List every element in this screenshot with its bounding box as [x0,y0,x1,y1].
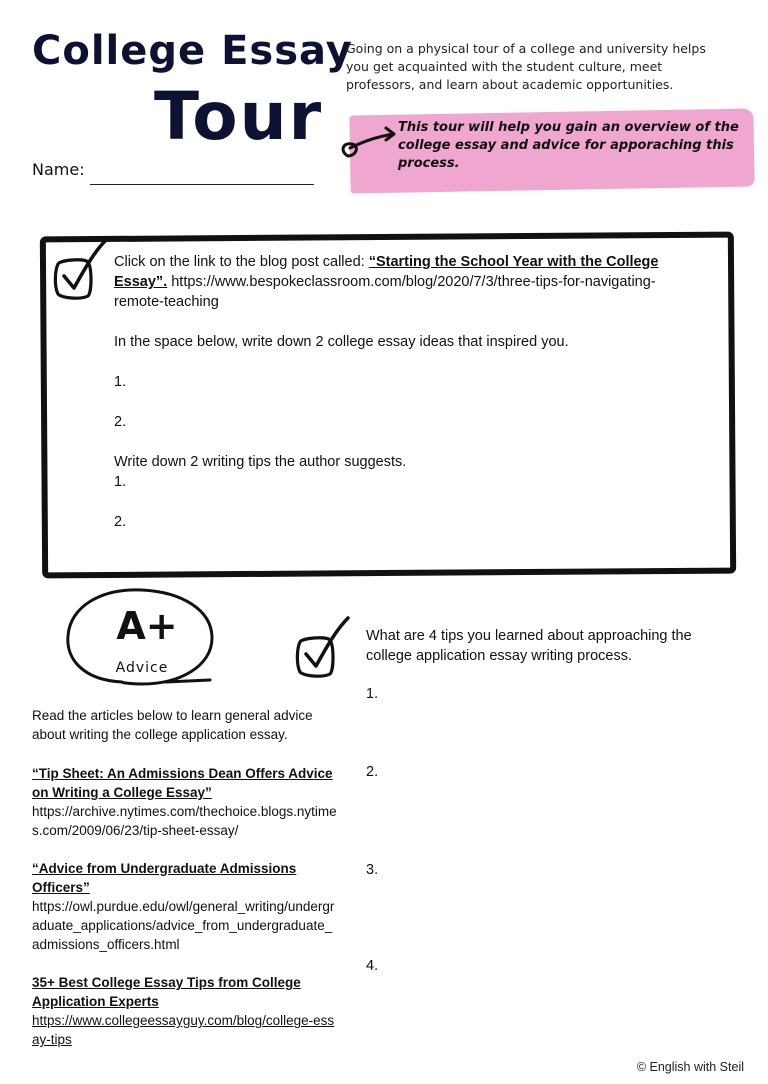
blog-instruction [114,252,694,312]
prompt-ideas: In the space below, write down 2 college essay ideas that inspired you. [114,334,569,350]
answer-item-3: 3. [366,862,379,878]
badge-label: Advice [115,660,169,676]
ideas-item-2: 2. [114,414,127,430]
tips-question: What are 4 tips you learned about approaching the college application essay writing process. [366,628,692,664]
ideas-item-1: 1. [114,374,127,390]
badge-grade: A+ [116,604,178,648]
callout-text: This tour will help you gain an overview of the college essay and advice for apporaching this process. [398,120,739,171]
articles-intro: Read the articles below to learn general advice about writing the college application essay. [32,708,313,742]
box-content [114,252,694,532]
checkbox-check-icon [50,234,112,304]
tips-column [366,626,736,666]
article-3 [32,973,337,1049]
footer-copyright: © English with Steil [636,1060,744,1074]
answer-item-2: 2. [366,764,379,780]
article-3-url[interactable]: https://www.collegeessayguy.com/blog/college-essay-tips [32,1013,335,1047]
arrow-icon [336,126,400,162]
answer-item-1: 1. [366,686,379,702]
tips-item-1: 1. [114,474,127,490]
article-1 [32,764,337,840]
blog-url[interactable]: https://www.bespokeclassroom.com/blog/2020/7/3/three-tips-for-navigating-remote-teaching [114,274,656,310]
article-3-title[interactable]: 35+ Best College Essay Tips from College Application Experts [32,975,301,1009]
instruction-prefix: Click on the link to the blog post called: [114,254,369,270]
article-2-title[interactable]: “Advice from Undergraduate Admissions Officers” [32,861,297,895]
article-2 [32,859,337,954]
articles-column [32,706,337,1049]
article-2-url[interactable]: https://owl.purdue.edu/owl/general_writing/undergraduate_applications/advice_from_undergraduate_admissions_officers.html [32,899,335,952]
name-label: Name: [32,160,85,179]
title-line-2: Tour [154,78,324,155]
checkbox-check-icon-2 [292,612,354,682]
tips-item-2: 2. [114,514,127,530]
answer-item-4: 4. [366,958,379,974]
blog-post-link[interactable]: “Starting the School Year with the College Essay”. [114,254,659,290]
prompt-tips: Write down 2 writing tips the author suggests. [114,454,407,470]
intro-paragraph: Going on a physical tour of a college and university helps you get acquainted with the student culture, meet professors, and learn about academic opportunities. [346,41,706,92]
article-1-url[interactable]: https://archive.nytimes.com/thechoice.blogs.nytimes.com/2009/06/23/tip-sheet-essay/ [32,804,337,838]
title-line-1: College Essay [32,28,353,74]
article-1-title[interactable]: “Tip Sheet: An Admissions Dean Offers Advice on Writing a College Essay” [32,766,333,800]
name-input-line[interactable] [90,184,314,185]
